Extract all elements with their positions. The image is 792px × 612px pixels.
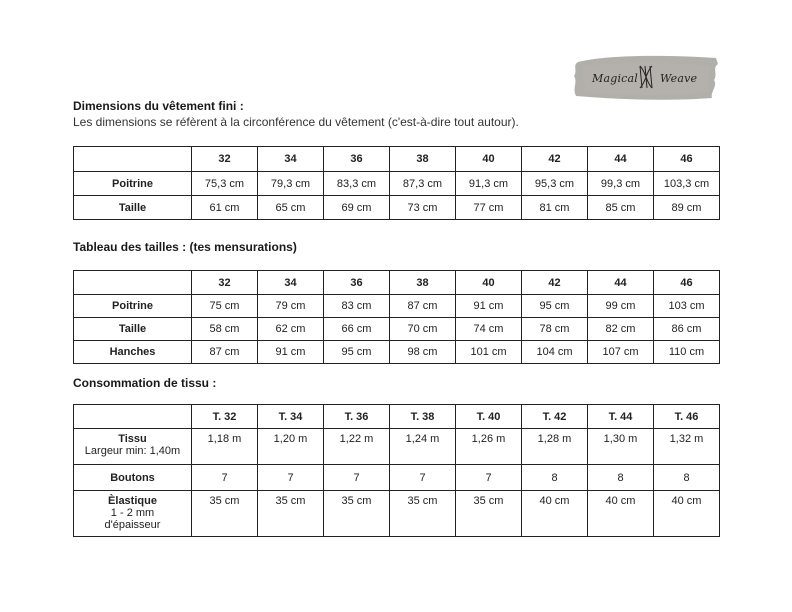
row-label: Poitrine [74,295,192,318]
table-cell: 79 cm [258,295,324,318]
table-cell: 66 cm [324,318,390,341]
table-cell: 77 cm [456,196,522,220]
table-cell: 40 cm [522,491,588,537]
row-label-note: 1 - 2 mm d'épaisseur [104,507,161,531]
logo-right-text: Weave [660,72,698,85]
table-cell: 95 cm [324,341,390,364]
header-cell: T. 40 [456,405,522,429]
table-cell: 1,32 m [654,429,720,465]
table-cell: 35 cm [456,491,522,537]
header-cell: 42 [522,271,588,295]
table-row [74,465,720,491]
table-cell: 98 cm [390,341,456,364]
fabric-consumption-table [73,404,720,537]
table-cell: 74 cm [456,318,522,341]
table-cell: 83 cm [324,295,390,318]
table-cell: 8 [654,465,720,491]
body-measurements-table [73,270,720,364]
table-cell: 103,3 cm [654,172,720,196]
table-cell: 35 cm [258,491,324,537]
table-cell: 85 cm [588,196,654,220]
table-cell: 91 cm [258,341,324,364]
header-cell: 38 [390,147,456,172]
header-cell: T. 44 [588,405,654,429]
row-label-note: Largeur min: 1,40m [84,445,181,457]
table-cell: 79,3 cm [258,172,324,196]
row-label [74,491,192,537]
table-cell: 83,3 cm [324,172,390,196]
table-cell: 40 cm [588,491,654,537]
table-cell: 73 cm [390,196,456,220]
row-label-main: Èlastique [108,495,157,507]
section2-title: Tableau des tailles : (tes mensurations) [73,240,297,254]
header-cell: T. 34 [258,405,324,429]
row-label-main: Boutons [110,471,155,484]
row-label: Poitrine [74,172,192,196]
table-header-row [74,405,720,429]
table-cell: 103 cm [654,295,720,318]
row-label: Hanches [74,341,192,364]
row-label [74,429,192,465]
table-cell: 35 cm [324,491,390,537]
header-cell: T. 36 [324,405,390,429]
table-cell: 7 [324,465,390,491]
row-label: Taille [74,318,192,341]
table-cell: 75,3 cm [192,172,258,196]
header-cell: T. 46 [654,405,720,429]
header-cell: 46 [654,147,720,172]
table-cell: 99 cm [588,295,654,318]
header-cell: 34 [258,147,324,172]
header-cell: 32 [192,147,258,172]
header-cell: 34 [258,271,324,295]
table-cell: 1,28 m [522,429,588,465]
table-cell: 87 cm [390,295,456,318]
row-label: Taille [74,196,192,220]
table-cell: 62 cm [258,318,324,341]
table-cell: 61 cm [192,196,258,220]
table-cell: 8 [588,465,654,491]
table-cell: 35 cm [390,491,456,537]
table-cell: 95 cm [522,295,588,318]
table-cell: 87,3 cm [390,172,456,196]
table-cell: 89 cm [654,196,720,220]
section3-title: Consommation de tissu : [73,376,217,390]
table-row [74,491,720,537]
table-row [74,295,720,318]
table-cell: 8 [522,465,588,491]
table-row [74,196,720,220]
table-cell: 99,3 cm [588,172,654,196]
table-cell: 82 cm [588,318,654,341]
brand-logo [572,52,720,102]
table-cell: 81 cm [522,196,588,220]
header-cell: 44 [588,271,654,295]
logo-left-text: Magical [592,72,639,85]
table-cell: 75 cm [192,295,258,318]
table-cell: 1,30 m [588,429,654,465]
table-cell: 101 cm [456,341,522,364]
finished-dimensions-table [73,146,720,220]
row-label [74,465,192,491]
table-cell: 35 cm [192,491,258,537]
header-cell: 32 [192,271,258,295]
table-cell: 95,3 cm [522,172,588,196]
table-cell: 69 cm [324,196,390,220]
table-row [74,341,720,364]
section1-title: Dimensions du vêtement fini : [73,99,244,113]
table-cell: 70 cm [390,318,456,341]
header-cell: T. 38 [390,405,456,429]
row-label-main: Tissu [118,433,147,445]
header-cell: 36 [324,271,390,295]
table-cell: 65 cm [258,196,324,220]
header-cell: 40 [456,147,522,172]
header-cell: 42 [522,147,588,172]
header-cell: 44 [588,147,654,172]
table-row [74,172,720,196]
table-cell: 91 cm [456,295,522,318]
table-cell: 1,26 m [456,429,522,465]
table-cell: 110 cm [654,341,720,364]
header-cell: 40 [456,271,522,295]
header-cell: T. 42 [522,405,588,429]
table-cell: 107 cm [588,341,654,364]
table-cell: 7 [258,465,324,491]
header-cell [74,405,192,429]
table-cell: 104 cm [522,341,588,364]
table-row [74,318,720,341]
header-cell [74,147,192,172]
header-cell: 36 [324,147,390,172]
header-cell: 46 [654,271,720,295]
table-cell: 7 [390,465,456,491]
table-cell: 7 [456,465,522,491]
table-cell: 40 cm [654,491,720,537]
table-cell: 78 cm [522,318,588,341]
section1-subtitle: Les dimensions se réfèrent à la circonférence du vêtement (c'est-à-dire tout autour). [73,115,519,129]
table-cell: 91,3 cm [456,172,522,196]
table-cell: 58 cm [192,318,258,341]
table-header-row [74,271,720,295]
header-cell: 38 [390,271,456,295]
table-row [74,429,720,465]
table-cell: 7 [192,465,258,491]
header-cell: T. 32 [192,405,258,429]
table-cell: 1,20 m [258,429,324,465]
table-cell: 87 cm [192,341,258,364]
table-cell: 86 cm [654,318,720,341]
table-header-row [74,147,720,172]
table-cell: 1,22 m [324,429,390,465]
header-cell [74,271,192,295]
table-cell: 1,18 m [192,429,258,465]
table-cell: 1,24 m [390,429,456,465]
